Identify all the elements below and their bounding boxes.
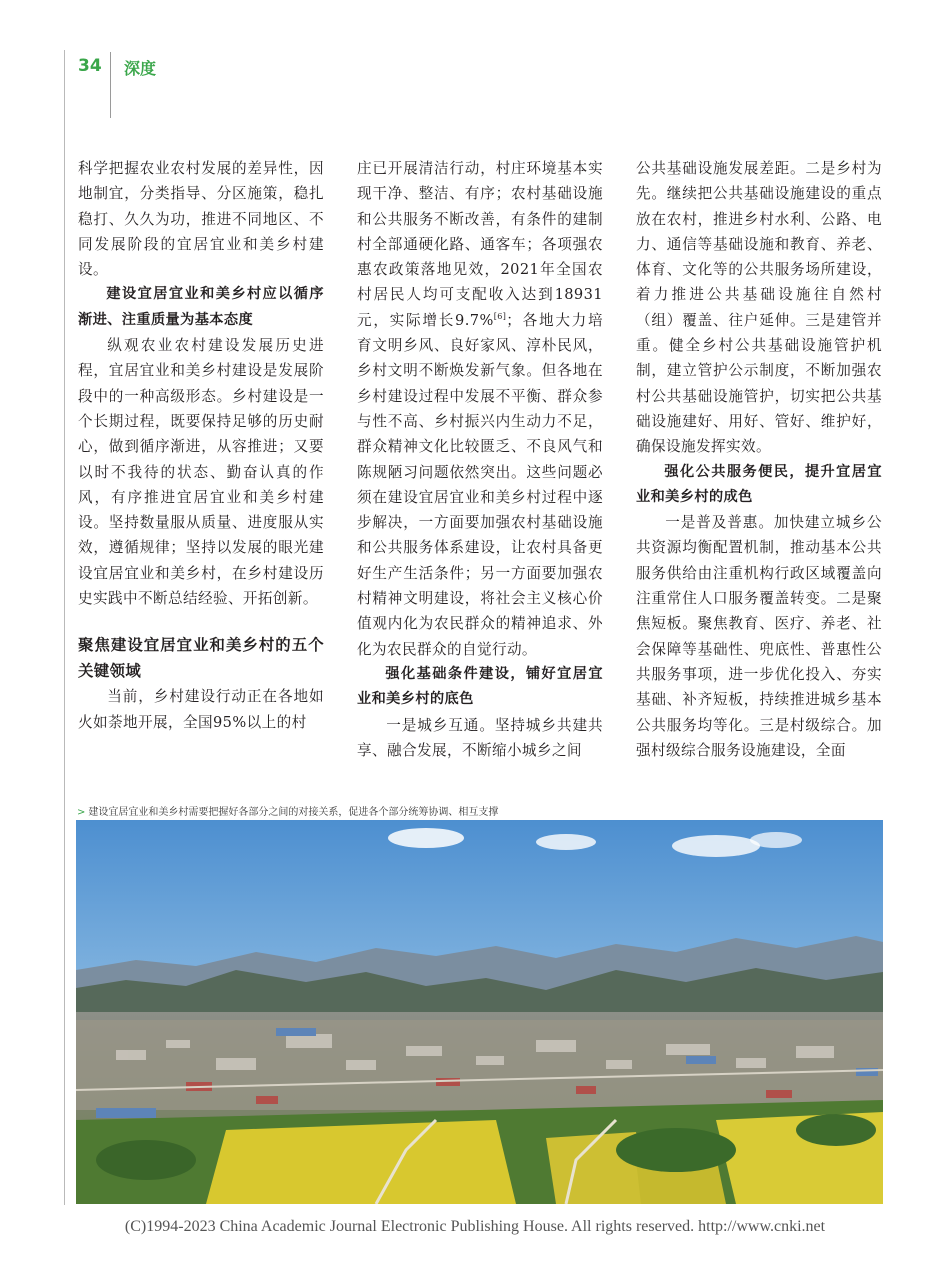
paragraph: 一是城乡互通。坚持城乡共建共享、融合发展，不断缩小城乡之间 [357,716,603,759]
paragraph: 纵观农业农村建设发展历史进程，宜居宜业和美乡村建设是发展阶段中的一种高级形态。乡村建设是一个长期过程，既要保持足够的历史耐心，做到循序渐进，从容推进；又要以时不我待的状态、勤奋认真的作风，有序推进宜居宜业和美乡村建设。坚持数量服从质量、进度服从实效，遵循规律；坚持以发展的眼光建设宜居宜业和美乡村，在乡村建设历史实践中不断总结经验、开拓创新。 [78,337,324,608]
page-number: 34 [78,56,102,76]
paragraph-part: ；各地大力培育文明乡风、良好家风、淳朴民风，乡村文明不断焕发新气象。但各地在乡村建设过程中发展不平衡、群众参与性不高、乡村振兴内生动力不足，群众精神文化比较匮乏、不良风气和陈规陋习问题依然突出。这些问题必须在建设宜居宜业和美乡村过程中逐步解决，一方面要加强农村基础设施和公共服务体系建设，让农村具备更好生产生活条件；另一方面要加强农村精神文明建设，将社会主义核心价值观内化为农民群众的精神追求、外化为农民群众的自觉行动。 [357,311,604,658]
text-column-1 [78,156,324,735]
village-landscape-photo [76,820,883,1204]
subheading: 强化公共服务便民，提升宜居宜业和美乡村的成色 [636,463,882,505]
caption-marker: > [77,807,86,818]
paragraph: 一是普及普惠。加快建立城乡公共资源均衡配置机制，推动基本公共服务供给由注重机构行政区域覆盖向注重常住人口服务覆盖转变。二是聚焦短板。聚焦教育、医疗、养老、社会保障等基础性、兜底性、普惠性公共服务事项，进一步优化投入、夯实基础、补齐短板，持续推进城乡基本公共服务均等化。三是村级综合。加强村级综合服务设施建设，全面 [636,514,882,759]
left-margin-rule [64,50,65,1205]
paragraph-part: 庄已开展清洁行动，村庄环境基本实现干净、整洁、有序；农村基础设施和公共服务不断改善，有条件的建制村全部通硬化路、通客车；各项强农惠农政策落地见效，2021年全国农村居民人均可支配收入达到18931元，实际增长9.7% [357,160,603,329]
reference-marker[interactable]: [6] [493,311,507,321]
paragraph: 当前，乡村建设行动正在各地如火如荼地开展，全国95%以上的村 [78,688,324,731]
figure-caption [77,803,498,818]
section-heading: 聚焦建设宜居宜业和美乡村的五个关键领域 [78,636,324,681]
paragraph: 公共基础设施发展差距。二是乡村为先。继续把公共基础设施建设的重点放在农村，推进乡村水利、公路、电力、通信等基础设施和教育、养老、体育、文化等的公共服务场所建设，着力推进公共基础设施往自然村（组）覆盖、往户延伸。三是建管并重。健全乡村公共基础设施管护机制，建立管护公示制度，不断加强农村公共基础设施管护，切实把公共基础设施建好、用好、管好、维护好，确保设施发挥实效。 [636,160,882,456]
subheading: 建设宜居宜业和美乡村应以循序渐进、注重质量为基本态度 [78,286,324,328]
subheading: 强化基础条件建设，铺好宜居宜业和美乡村的底色 [357,665,603,708]
text-column-2 [357,156,603,763]
paragraph [357,156,603,662]
paragraph: 科学把握农业农村发展的差异性，因地制宜，分类指导、分区施策，稳扎稳打、久久为功，推进不同地区、不同发展阶段的宜居宜业和美乡村建设。 [78,160,324,279]
header-separator [110,52,111,118]
copyright-footer: (C)1994-2023 China Academic Journal Electronic Publishing House. All rights reserved. http://www.cnki.net [124,1218,826,1235]
text-column-3 [636,156,882,763]
section-title: 深度 [124,59,157,78]
landscape-illustration [76,820,883,1204]
caption-text: 建设宜居宜业和美乡村需要把握好各部分之间的对接关系，促进各个部分统筹协调、相互支撑 [88,807,499,818]
